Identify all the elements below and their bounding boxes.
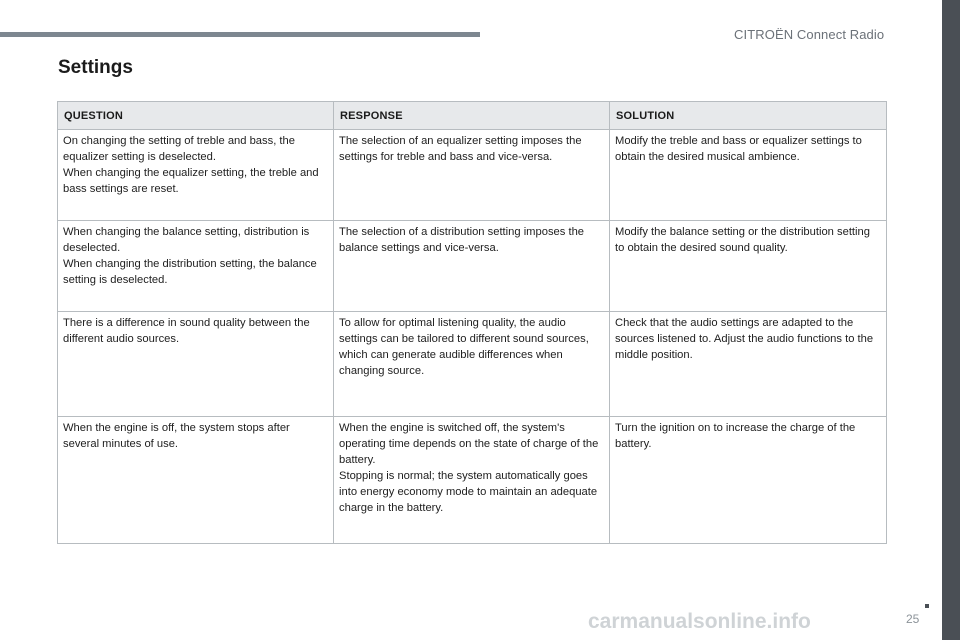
column-header-response: RESPONSE [334,102,610,130]
question-cell [58,312,334,417]
column-header-solution: SOLUTION [610,102,887,130]
solution-text: Turn the ignition on to increase the charge of the battery. [615,422,856,450]
solution-text: Check that the audio settings are adapted to the sources listened to. Adjust the audio functions to the middle position. [615,317,874,361]
solution-cell [610,312,887,417]
question-text: There is a difference in sound quality between the different audio sources. [63,317,310,345]
question-cell [58,417,334,544]
question-cell [58,130,334,221]
solution-text: Modify the treble and bass or equalizer settings to obtain the desired musical ambience. [615,135,862,163]
table-row [58,221,887,312]
header-rule [0,32,480,37]
column-header-question: QUESTION [58,102,334,130]
question-cell [58,221,334,312]
response-text: The selection of an equalizer setting imposes the settings for treble and bass and vice-versa. [339,135,582,163]
response-text: The selection of a distribution setting imposes the balance settings and vice-versa. [339,226,585,254]
response-text: To allow for optimal listening quality, the audio settings can be tailored to different sound sources, which can generate audible differences when changing source. [339,317,589,377]
solution-cell [610,221,887,312]
question-text: When changing the balance setting, distribution is deselected. When changing the distribution setting, the balance setting is deselected. [63,226,317,286]
solution-text: Modify the balance setting or the distribution setting to obtain the desired sound quality. [615,226,870,254]
table-row [58,312,887,417]
watermark: carmanualsonline.info [588,610,811,633]
question-text: On changing the setting of treble and bass, the equalizer setting is deselected. When changing the equalizer setting, the treble and bass settings are reset. [63,135,319,195]
response-cell [334,130,610,221]
solution-cell [610,417,887,544]
continuation-marker [925,604,929,608]
response-text: When the engine is switched off, the system's operating time depends on the state of charge of the battery. Stopping is normal; the system automatically goes into energy economy mode to maintain an adequate charge in the battery. [339,422,599,514]
side-tab-bar [942,0,960,640]
table-header-row [58,102,887,130]
solution-cell [610,130,887,221]
response-cell [334,221,610,312]
response-cell [334,312,610,417]
response-cell [334,417,610,544]
faq-table [57,101,887,544]
table-row [58,417,887,544]
header-title: CITROËN Connect Radio [734,27,885,42]
page-title: Settings [58,57,133,78]
table-row [58,130,887,221]
page-number: 25 [906,612,920,626]
question-text: When the engine is off, the system stops after several minutes of use. [63,422,290,450]
